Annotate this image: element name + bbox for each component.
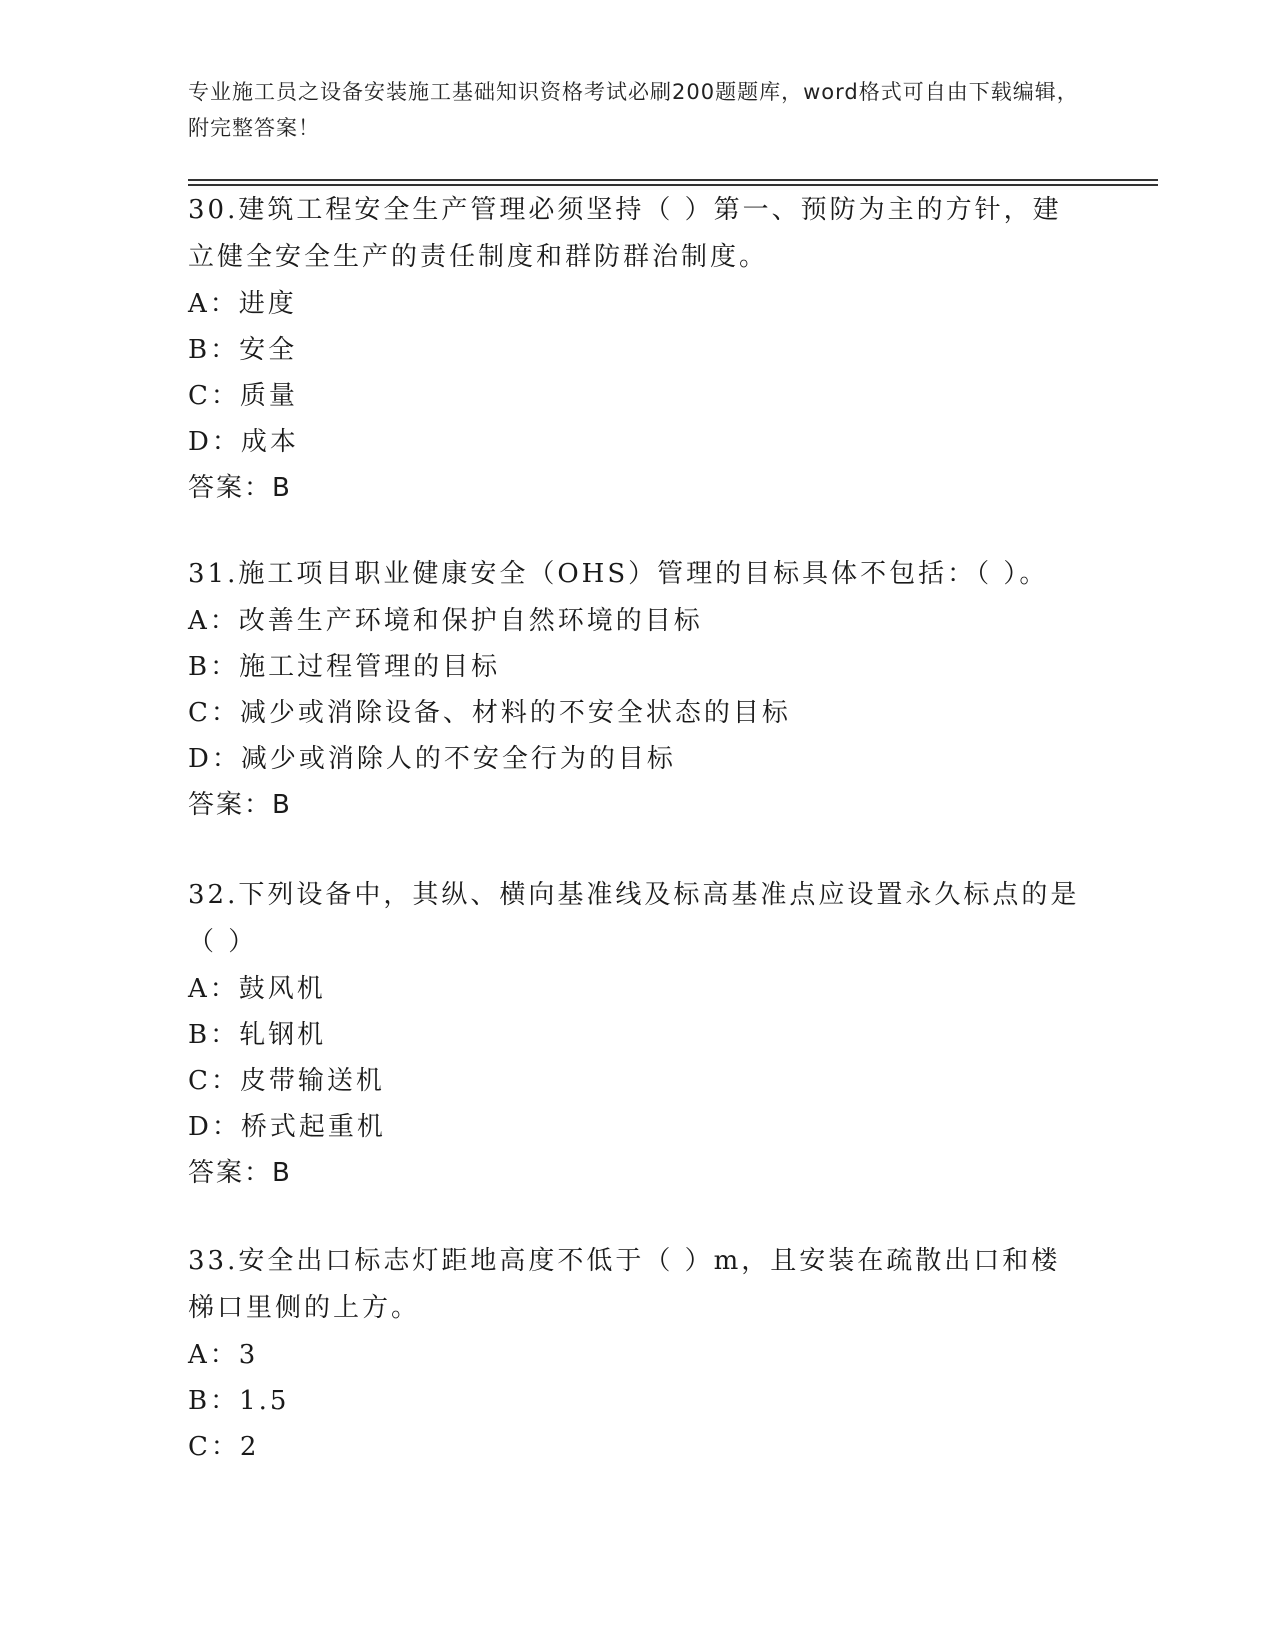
option-c: C：皮带输送机 bbox=[188, 1066, 385, 1096]
question-31 bbox=[188, 551, 1088, 828]
option-a: A：进度 bbox=[188, 289, 297, 319]
question-stem: 32.下列设备中，其纵、横向基准线及标高基准点应设置永久标点的是（ ） bbox=[188, 880, 1080, 957]
option-b: B：轧钢机 bbox=[188, 1020, 327, 1050]
question-32 bbox=[188, 872, 1088, 1196]
question-stem: 31.施工项目职业健康安全（OHS）管理的目标具体不包括：（ ）。 bbox=[188, 559, 1049, 589]
header-divider bbox=[188, 179, 1158, 181]
question-stem: 33.安全出口标志灯距地高度不低于（ ）m，且安装在疏散出口和楼梯口里侧的上方。 bbox=[188, 1246, 1061, 1323]
option-b: B：安全 bbox=[188, 335, 298, 365]
option-c: C：减少或消除设备、材料的不安全状态的目标 bbox=[188, 698, 791, 728]
answer: 答案：B bbox=[188, 790, 292, 820]
question-stem: 30.建筑工程安全生产管理必须坚持（ ）第一、预防为主的方针，建立健全安全生产的责任制度和群防群治制度。 bbox=[188, 195, 1062, 272]
option-d: D：桥式起重机 bbox=[188, 1112, 386, 1142]
option-a: A：改善生产环境和保护自然环境的目标 bbox=[188, 606, 703, 636]
option-c: C：质量 bbox=[188, 381, 298, 411]
option-b: B：施工过程管理的目标 bbox=[188, 652, 501, 682]
option-a: A：3 bbox=[188, 1340, 259, 1370]
answer: 答案：B bbox=[188, 1158, 292, 1188]
option-d: D：减少或消除人的不安全行为的目标 bbox=[188, 744, 676, 774]
option-c: C：2 bbox=[188, 1432, 260, 1462]
document-header: 专业施工员之设备安装施工基础知识资格考试必刷200题题库，word格式可自由下载编辑，附完整答案！ bbox=[188, 80, 1079, 140]
question-33 bbox=[188, 1238, 1088, 1470]
answer: 答案：B bbox=[188, 473, 292, 503]
option-d: D：成本 bbox=[188, 427, 299, 457]
header-divider bbox=[188, 184, 1158, 186]
question-30 bbox=[188, 187, 1088, 511]
option-b: B：1.5 bbox=[188, 1386, 290, 1416]
option-a: A：鼓风机 bbox=[188, 974, 326, 1004]
